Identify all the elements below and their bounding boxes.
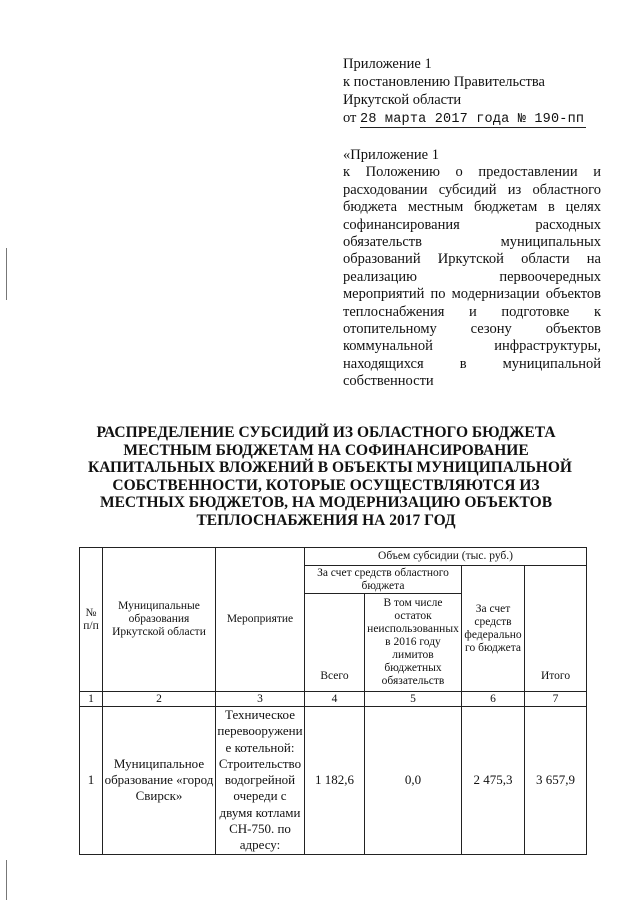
- header-regional: За счет средств областного бюджета: [305, 566, 462, 594]
- regulation-block: [343, 147, 601, 391]
- header-no: № п/п: [80, 548, 103, 692]
- header-row: [80, 548, 587, 566]
- document-title: [88, 424, 572, 530]
- header-total-regional: Всего: [305, 594, 365, 692]
- handwritten-date: 28 марта 2017 года № 190-пп: [360, 112, 585, 127]
- row-total-regional: 1 182,6: [305, 707, 365, 855]
- header-municipality: Муниципальные образования Иркутской области: [103, 548, 216, 692]
- title-line: МЕСТНЫМ БЮДЖЕТАМ НА СОФИНАНСИРОВАНИЕ: [123, 441, 529, 459]
- appendix-block: [343, 55, 605, 129]
- column-number: 2: [103, 692, 216, 707]
- regulation-text: к Положению о предоставлении и расходовании субсидий из областного бюджета местным бюджетам в целях софинансирования расходных обязательств муниципальных образований Иркутской области на реализацию первоочередных мероприятий по модернизации объектов теплоснабжения и подготовке к отопительному сезону объектов коммунальной инфраструктуры, находящихся в муниципальной собственности: [343, 164, 601, 390]
- header-remainder: В том числе остаток неиспользованных в 2016 году лимитов бюджетных обязательств: [365, 594, 462, 692]
- subsidy-table: [79, 547, 587, 855]
- header-federal: За счет средств федерального бюджета: [462, 566, 525, 692]
- title-line: МЕСТНЫХ БЮДЖЕТОВ, НА МОДЕРНИЗАЦИЮ ОБЪЕКТОВ: [99, 494, 553, 512]
- header-volume: Объем субсидии (тыс. руб.): [305, 548, 587, 566]
- header-total: Итого: [525, 566, 587, 692]
- row-federal: 2 475,3: [462, 707, 525, 855]
- table-row: [80, 707, 587, 855]
- row-no: 1: [80, 707, 103, 855]
- title-line: СОБСТВЕННОСТИ, КОТОРЫЕ ОСУЩЕСТВЛЯЮТСЯ ИЗ: [112, 476, 540, 494]
- column-number: 7: [525, 692, 587, 707]
- appendix-line: Иркутской области: [343, 92, 462, 108]
- date-prefix: от: [343, 110, 357, 126]
- row-total: 3 657,9: [525, 707, 587, 855]
- row-remainder: 0,0: [365, 707, 462, 855]
- column-number: 1: [80, 692, 103, 707]
- column-number: 3: [216, 692, 305, 707]
- column-number: 4: [305, 692, 365, 707]
- scan-edge-mark: [6, 860, 7, 900]
- appendix-line: Приложение 1: [343, 56, 432, 72]
- regulation-heading: «Приложение 1: [343, 147, 439, 163]
- appendix-date: [343, 109, 605, 129]
- column-number-row: [80, 692, 587, 707]
- title-line: РАСПРЕДЕЛЕНИЕ СУБСИДИЙ ИЗ ОБЛАСТНОГО БЮДЖЕТА: [96, 424, 556, 441]
- row-action: Техническое перевооружение котельной: Строительство водогрейной очереди с двумя котлами СН-750. по адресу:: [217, 707, 303, 853]
- column-number: 6: [462, 692, 525, 707]
- header-action: Мероприятие: [216, 548, 305, 692]
- appendix-line: к постановлению Правительства: [343, 74, 545, 90]
- scan-edge-mark: [6, 248, 7, 300]
- title-line: ТЕПЛОСНАБЖЕНИЯ НА 2017 ГОД: [196, 511, 456, 529]
- row-municipality: Муниципальное образование «город Свирск»: [103, 707, 216, 855]
- column-number: 5: [365, 692, 462, 707]
- title-line: КАПИТАЛЬНЫХ ВЛОЖЕНИЙ В ОБЪЕКТЫ МУНИЦИПАЛЬНОЙ: [88, 459, 572, 477]
